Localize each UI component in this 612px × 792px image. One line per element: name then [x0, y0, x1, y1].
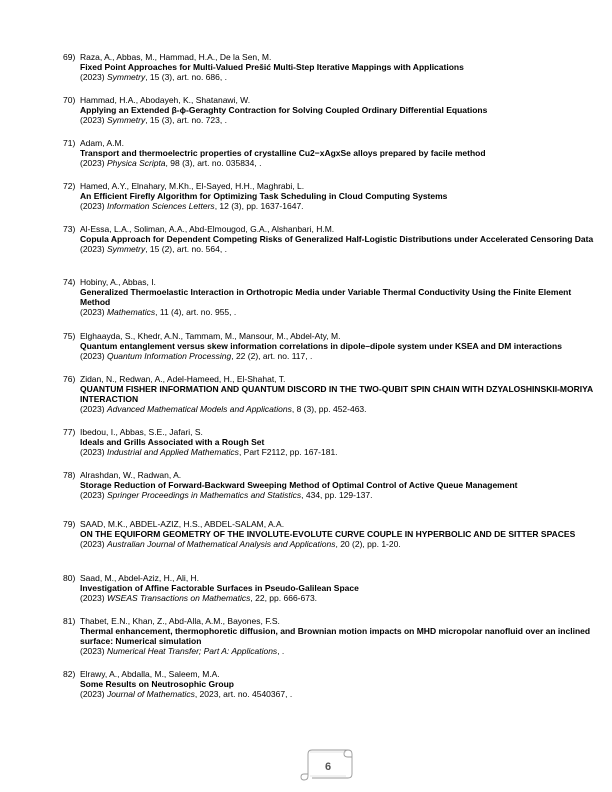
reference-number: 69): [63, 52, 76, 62]
reference-number: 81): [63, 616, 76, 626]
reference-details: , 434, pp. 129-137.: [301, 490, 373, 500]
reference-authors: Ibedou, I., Abbas, S.E., Jafari, S.: [80, 427, 203, 437]
reference-year: (2023): [80, 158, 105, 168]
reference-authors: Hobiny, A., Abbas, I.: [80, 277, 156, 287]
reference-authors: Thabet, E.N., Khan, Z., Abd-Alla, A.M., Bayones, F.S.: [80, 616, 280, 626]
reference-details: , 22, pp. 666-673.: [250, 593, 318, 603]
reference-number: 75): [63, 331, 76, 341]
reference-journal: Symmetry: [106, 244, 146, 254]
reference-details: , 15 (3), art. no. 723, .: [145, 115, 227, 125]
reference-details: , 15 (3), art. no. 686, .: [145, 72, 227, 82]
reference-details: , 22 (2), art. no. 117, .: [231, 351, 313, 361]
reference-authors: SAAD, M.K., ABDEL-AZIZ, H.S., ABDEL-SALAM, A.A.: [80, 519, 285, 529]
reference-title: Quantum entanglement versus skew information correlations in dipole–dipole system under KSEA and DM interactions: [80, 341, 562, 351]
reference-title: Some Results on Neutrosophic Group: [80, 679, 234, 689]
reference-authors: Saad, M., Abdel-Aziz, H., Ali, H.: [80, 573, 200, 583]
reference-number: 79): [63, 519, 76, 529]
reference-authors: Alrashdan, W., Radwan, A.: [80, 470, 182, 480]
reference-authors: Elrawy, A., Abdalla, M., Saleem, M.A.: [80, 669, 220, 679]
reference-journal: WSEAS Transactions on Mathematics: [106, 593, 251, 603]
reference-year: (2023): [80, 115, 105, 125]
reference-details: , .: [277, 646, 285, 656]
reference-authors: Elghaayda, S., Khedr, A.N., Tammam, M., Mansour, M., Abdel-Aty, M.: [80, 331, 341, 341]
reference-journal: Journal of Mathematics: [106, 689, 195, 699]
reference-number: 80): [63, 573, 76, 583]
reference-journal: Industrial and Applied Mathematics: [106, 447, 239, 457]
reference-journal: Symmetry: [106, 115, 146, 125]
reference-details: , 15 (2), art. no. 564, .: [145, 244, 227, 254]
reference-title: Investigation of Affine Factorable Surfaces in Pseudo-Galilean Space: [80, 583, 359, 593]
reference-journal: Symmetry: [106, 72, 146, 82]
reference-number: 78): [63, 470, 76, 480]
reference-details: , 20 (2), pp. 1-20.: [335, 539, 401, 549]
reference-year: (2023): [80, 689, 105, 699]
reference-journal: Information Sciences Letters: [106, 201, 215, 211]
reference-authors: Zidan, N., Redwan, A., Adel-Hameed, H., El-Shahat, T.: [80, 374, 286, 384]
reference-title: Ideals and Grills Associated with a Rough Set: [80, 437, 265, 447]
reference-title: Applying an Extended β-ϕ-Geraghty Contraction for Solving Coupled Ordinary Differential Equations: [80, 105, 488, 115]
reference-journal: Advanced Mathematical Models and Applications: [106, 404, 292, 414]
reference-number: 72): [63, 181, 76, 191]
reference-year: (2023): [80, 307, 105, 317]
reference-number: 76): [63, 374, 76, 384]
reference-title: Fixed Point Approaches for Multi-Valued Prešić Multi-Step Iterative Mappings with Applications: [80, 62, 464, 72]
reference-journal: Mathematics: [106, 307, 156, 317]
reference-year: (2023): [80, 539, 105, 549]
reference-number: 71): [63, 138, 76, 148]
reference-year: (2023): [80, 646, 105, 656]
reference-journal: Springer Proceedings in Mathematics and Statistics: [106, 490, 302, 500]
reference-year: (2023): [80, 447, 105, 457]
reference-number: 73): [63, 224, 76, 234]
reference-title: Generalized Thermoelastic Interaction in Orthotropic Media under Variable Thermal Conductivity Using the Finite Element Method: [80, 287, 572, 307]
reference-year: (2023): [80, 404, 105, 414]
reference-number: 77): [63, 427, 76, 437]
reference-details: , 98 (3), art. no. 035834, .: [165, 158, 262, 168]
reference-details: , 11 (4), art. no. 955, .: [155, 307, 237, 317]
reference-year: (2023): [80, 490, 105, 500]
reference-title: Storage Reduction of Forward-Backward Sweeping Method of Optimal Control of Active Queue Management: [80, 480, 518, 490]
reference-authors: Adam, A.M.: [80, 138, 124, 148]
reference-authors: Hamed, A.Y., Elnahary, M.Kh., El-Sayed, H.H., Maghrabi, L.: [80, 181, 305, 191]
reference-journal: Australian Journal of Mathematical Analysis and Applications: [106, 539, 336, 549]
reference-authors: Hammad, H.A., Abodayeh, K., Shatanawi, W.: [80, 95, 251, 105]
reference-year: (2023): [80, 351, 105, 361]
page-footer: [300, 746, 354, 784]
reference-number: 82): [63, 669, 76, 679]
reference-title: Transport and thermoelectric properties of crystalline Cu2−xAgxSe alloys prepared by facile method: [80, 148, 486, 158]
reference-details: , Part F2112, pp. 167-181.: [238, 447, 338, 457]
reference-title: Copula Approach for Dependent Competing Risks of Generalized Half-Logistic Distributions under Accelerated Censoring Data: [80, 234, 594, 244]
reference-title: QUANTUM FISHER INFORMATION AND QUANTUM DISCORD IN THE TWO-QUBIT SPIN CHAIN WITH DZYALOSHINSKII-MORIYA INTERACTION: [80, 384, 593, 404]
reference-year: (2023): [80, 201, 105, 211]
reference-number: 74): [63, 277, 76, 287]
reference-year: (2023): [80, 593, 105, 603]
reference-number: 70): [63, 95, 76, 105]
reference-journal: Quantum Information Processing: [106, 351, 232, 361]
reference-details: , 12 (3), pp. 1637-1647.: [214, 201, 304, 211]
reference-details: , 8 (3), pp. 452-463.: [291, 404, 367, 414]
reference-authors: Al-Essa, L.A., Soliman, A.A., Abd-Elmougod, G.A., Alshanbari, H.M.: [80, 224, 335, 234]
reference-year: (2023): [80, 72, 105, 82]
reference-journal: Numerical Heat Transfer; Part A: Applications: [106, 646, 278, 656]
reference-details: , 2023, art. no. 4540367, .: [194, 689, 293, 699]
reference-authors: Raza, A., Abbas, M., Hammad, H.A., De la Sen, M.: [80, 52, 272, 62]
reference-journal: Physica Scripta: [106, 158, 166, 168]
page-number: 6: [324, 761, 332, 773]
reference-title: Thermal enhancement, thermophoretic diffusion, and Brownian motion impacts on MHD micropolar nanofluid over an inclined surface: Numerical simulation: [80, 626, 591, 646]
reference-year: (2023): [80, 244, 105, 254]
reference-title: ON THE EQUIFORM GEOMETRY OF THE INVOLUTE-EVOLUTE CURVE COUPLE IN HYPERBOLIC AND DE SITTER SPACES: [80, 529, 576, 539]
reference-title: An Efficient Firefly Algorithm for Optimizing Task Scheduling in Cloud Computing Systems: [80, 191, 448, 201]
